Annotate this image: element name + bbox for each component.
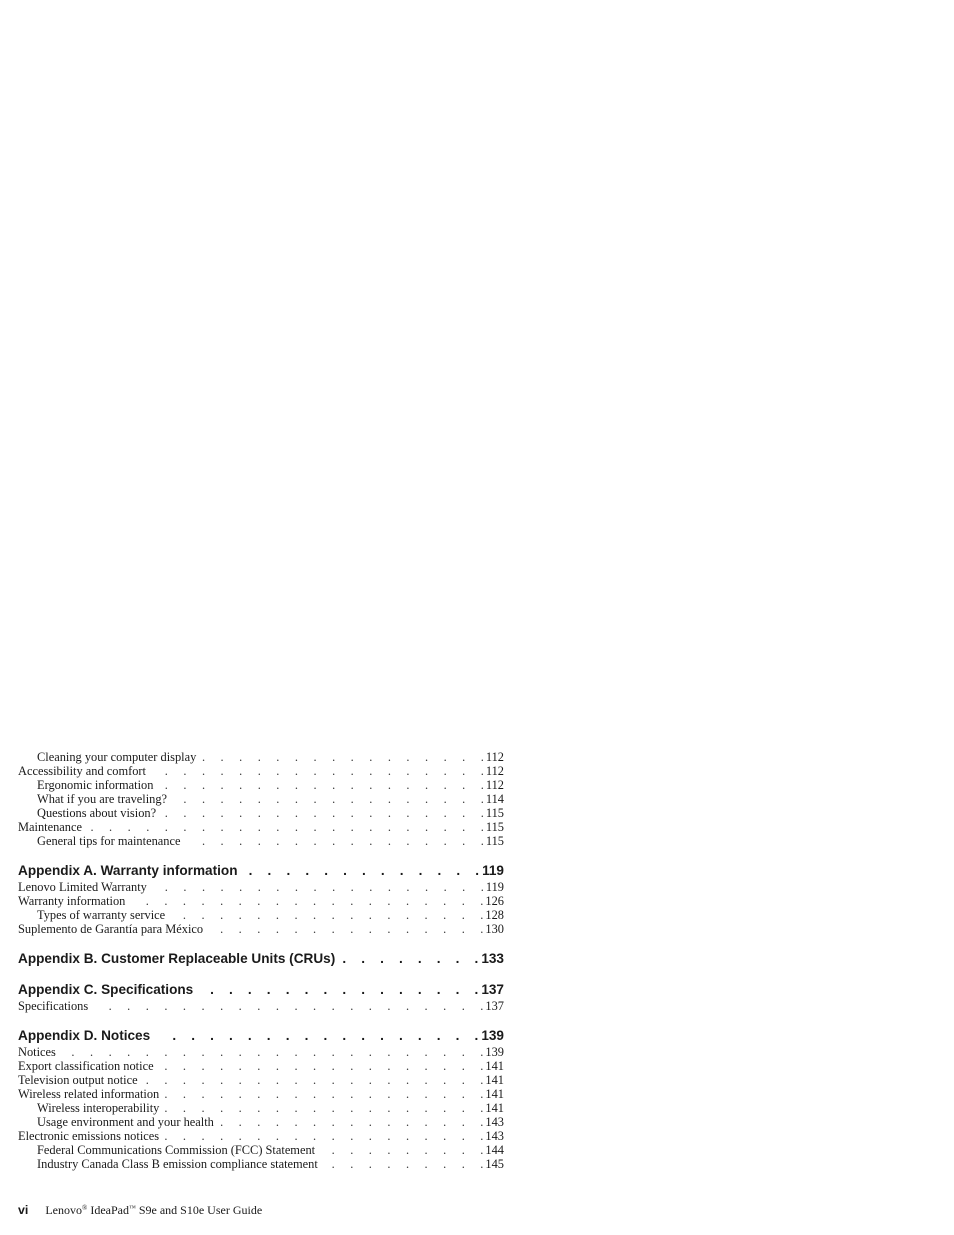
toc-entry-page: 143 — [485, 1129, 504, 1143]
toc-entry-page: 112 — [485, 764, 504, 778]
toc-entry-label: Electronic emissions notices — [18, 1129, 160, 1143]
toc-entry[interactable] — [18, 792, 504, 806]
toc-entry-page: 112 — [485, 750, 504, 764]
toc-entry[interactable] — [18, 999, 504, 1013]
toc-entry-page: 143 — [485, 1115, 504, 1129]
dot-leader — [220, 1115, 484, 1129]
toc-entry-page: 139 — [485, 1045, 504, 1059]
toc-entry-label: Accessibility and comfort — [18, 764, 147, 778]
toc-entry-label: Warranty information — [18, 894, 126, 908]
toc-entry-page: 141 — [485, 1073, 504, 1087]
toc-entry-page: 130 — [485, 922, 504, 936]
document-title — [45, 1203, 262, 1217]
toc-entry-label: General tips for maintenance — [37, 834, 181, 848]
dot-leader — [165, 1101, 483, 1115]
toc-entry[interactable] — [18, 1143, 504, 1157]
toc-entry[interactable] — [18, 908, 504, 922]
toc-heading-label: Appendix A. Warranty information — [18, 863, 238, 878]
dot-leader — [162, 806, 484, 820]
toc-entry[interactable] — [18, 922, 504, 936]
toc-entry[interactable] — [18, 820, 504, 834]
dot-leader — [152, 764, 484, 778]
toc-entry-page: 144 — [485, 1143, 504, 1157]
toc-entry[interactable] — [18, 1059, 504, 1073]
toc-entry-label: Types of warranty service — [37, 908, 166, 922]
toc-entry-label: Television output notice — [18, 1073, 138, 1087]
trademark-mark: ™ — [128, 1204, 136, 1212]
document-title-rest: S9e and S10e User Guide — [138, 1203, 263, 1217]
toc-heading-page: 133 — [481, 951, 504, 966]
dot-leader — [165, 1087, 483, 1101]
toc-entry-page: 115 — [485, 806, 504, 820]
toc-entry[interactable] — [18, 1157, 504, 1171]
dot-leader — [159, 778, 483, 792]
toc-entry-label: Ergonomic information — [37, 778, 154, 792]
dot-leader — [144, 1073, 484, 1087]
dot-leader — [160, 1059, 484, 1073]
toc-entry-page: 128 — [485, 908, 504, 922]
toc-entry-label: Notices — [18, 1045, 56, 1059]
toc-entry-page: 112 — [485, 778, 504, 792]
toc-entry-label: Wireless related information — [18, 1087, 160, 1101]
toc-entry-label: Wireless interoperability — [37, 1101, 160, 1115]
dot-leader — [88, 820, 484, 834]
dot-leader — [158, 1027, 478, 1044]
toc-entry-page: 141 — [485, 1059, 504, 1073]
toc-entry-label: Questions about vision? — [37, 806, 157, 820]
toc-entry[interactable] — [18, 764, 504, 778]
toc-entry[interactable] — [18, 750, 504, 764]
toc-entry-page: 141 — [485, 1087, 504, 1101]
toc-entry-page: 115 — [485, 834, 504, 848]
toc-appendix-b[interactable] — [18, 950, 504, 967]
dot-leader — [321, 1143, 483, 1157]
toc-entry[interactable] — [18, 1129, 504, 1143]
toc-entry-label: Usage environment and your health — [37, 1115, 214, 1129]
toc-entry[interactable] — [18, 806, 504, 820]
dot-leader — [62, 1045, 484, 1059]
toc-entry-label: Industry Canada Class B emission compliance statement — [37, 1157, 318, 1171]
toc-heading-page: 139 — [481, 1028, 504, 1043]
table-of-contents — [18, 750, 504, 1171]
toc-heading-page: 137 — [481, 982, 504, 997]
dot-leader — [171, 908, 483, 922]
toc-entry[interactable] — [18, 1073, 504, 1087]
toc-entry-page: 126 — [485, 894, 504, 908]
toc-entry-page: 141 — [485, 1101, 504, 1115]
toc-entry-label: What if you are traveling? — [37, 792, 168, 806]
toc-entry-page: 137 — [485, 999, 504, 1013]
dot-leader — [173, 792, 484, 806]
toc-entry[interactable] — [18, 834, 504, 848]
product-name: IdeaPad — [90, 1203, 129, 1217]
toc-entry[interactable] — [18, 1101, 504, 1115]
toc-entry[interactable] — [18, 894, 504, 908]
toc-heading-page: 119 — [482, 863, 504, 878]
toc-entry[interactable] — [18, 778, 504, 792]
toc-heading-label: Appendix B. Customer Replaceable Units (CRUs) — [18, 951, 336, 966]
dot-leader — [131, 894, 483, 908]
toc-entry-label: Maintenance — [18, 820, 82, 834]
dot-leader — [209, 922, 483, 936]
toc-entry-label: Export classification notice — [18, 1059, 154, 1073]
toc-appendix-a[interactable] — [18, 862, 504, 879]
page-number: vi — [18, 1203, 29, 1217]
dot-leader — [202, 750, 484, 764]
toc-appendix-d[interactable] — [18, 1027, 504, 1044]
toc-entry[interactable] — [18, 880, 504, 894]
dot-leader — [343, 950, 478, 967]
toc-entry-page: 114 — [485, 792, 504, 806]
dot-leader — [324, 1157, 484, 1171]
dot-leader — [201, 981, 478, 998]
toc-entry-page: 119 — [485, 880, 504, 894]
toc-entry[interactable] — [18, 1087, 504, 1101]
brand-name: Lenovo — [45, 1203, 82, 1217]
toc-entry[interactable] — [18, 1115, 504, 1129]
dot-leader — [94, 999, 483, 1013]
dot-leader — [246, 862, 480, 879]
toc-heading-label: Appendix C. Specifications — [18, 982, 194, 997]
toc-heading-label: Appendix D. Notices — [18, 1028, 151, 1043]
page-footer — [18, 1203, 262, 1217]
toc-entry-page: 145 — [485, 1157, 504, 1171]
dot-leader — [165, 1129, 483, 1143]
dot-leader — [153, 880, 484, 894]
toc-entry-label: Suplemento de Garantía para México — [18, 922, 204, 936]
toc-appendix-c[interactable] — [18, 981, 504, 998]
toc-entry[interactable] — [18, 1045, 504, 1059]
toc-entry-label: Lenovo Limited Warranty — [18, 880, 147, 894]
toc-entry-label: Specifications — [18, 999, 89, 1013]
toc-entry-label: Cleaning your computer display — [37, 750, 197, 764]
registered-mark: ® — [82, 1204, 88, 1212]
toc-entry-page: 115 — [485, 820, 504, 834]
toc-entry-label: Federal Communications Commission (FCC) Statement — [37, 1143, 316, 1157]
dot-leader — [186, 834, 483, 848]
